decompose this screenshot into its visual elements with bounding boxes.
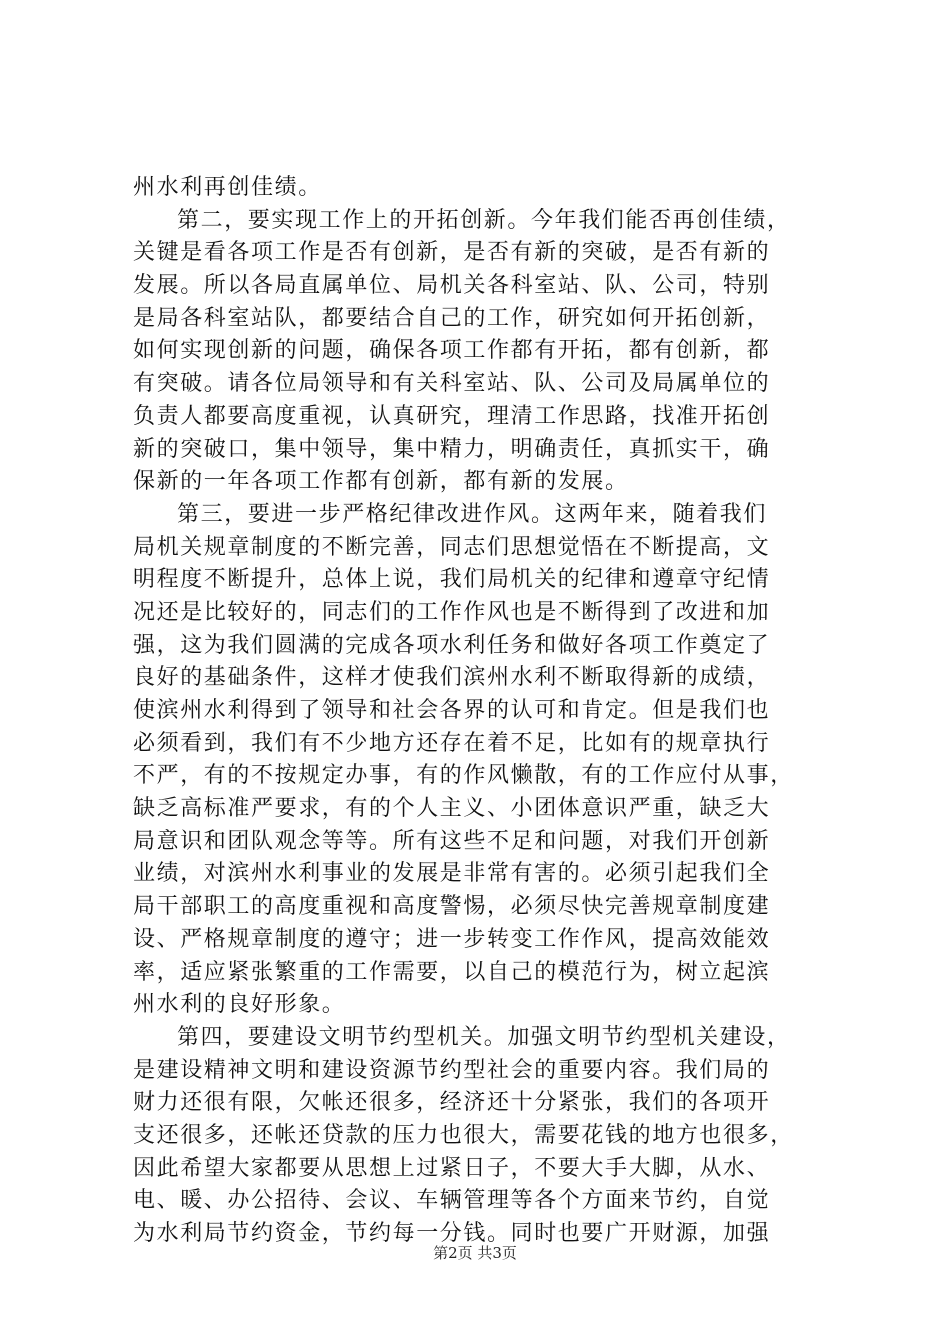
text-line: 保新的一年各项工作都有创新，都有新的发展。 (133, 469, 629, 495)
text-line: 局干部职工的高度重视和高度警惕，必须尽快完善规章制度建 (133, 894, 771, 920)
text-line: 第四，要建设文明节约型机关。加强文明节约型机关建设， (177, 1024, 791, 1050)
text-line: 必须看到，我们有不少地方还存在着不足，比如有的规章执行 (133, 730, 771, 756)
page-footer (0, 1242, 950, 1263)
text-line: 是建设精神文明和建设资源节约型社会的重要内容。我们局的 (133, 1057, 771, 1083)
text-line: 使滨州水利得到了领导和社会各界的认可和肯定。但是我们也 (133, 698, 771, 723)
text-line: 良好的基础条件，这样才使我们滨州水利不断取得新的成绩， (133, 665, 771, 691)
text-line: 为水利局节约资金，节约每一分钱。同时也要广开财源，加强 (133, 1221, 771, 1246)
text-line: 明程度不断提升，总体上说，我们局机关的纪律和遵章守纪情 (133, 567, 771, 593)
text-line: 第二，要实现工作上的开拓创新。今年我们能否再创佳绩， (177, 207, 791, 233)
text-line: 州水利的良好形象。 (133, 992, 346, 1018)
text-line: 州水利再创佳绩。 (133, 175, 322, 200)
page-number: 第2页 共3页 (433, 1244, 517, 1262)
text-line: 业绩，对滨州水利事业的发展是非常有害的。必须引起我们全 (133, 861, 771, 887)
text-line: 缺乏高标准严要求，有的个人主义、小团体意识严重，缺乏大 (133, 796, 771, 822)
text-line: 局意识和团队观念等等。所有这些不足和问题，对我们开创新 (133, 828, 771, 854)
text-line: 支还很多，还帐还贷款的压力也很大，需要花钱的地方也很多， (133, 1122, 794, 1148)
text-line: 财力还很有限，欠帐还很多，经济还十分紧张，我们的各项开 (133, 1090, 771, 1116)
text-line: 不严，有的不按规定办事，有的作风懒散，有的工作应付从事， (133, 763, 794, 789)
text-line: 新的突破口，集中领导，集中精力，明确责任，真抓实干，确 (133, 436, 771, 462)
text-line: 因此希望大家都要从思想上过紧日子，不要大手大脚，从水、 (133, 1155, 771, 1181)
document-body (133, 172, 833, 1251)
text-line: 是局各科室站队，都要结合自己的工作，研究如何开拓创新， (133, 305, 771, 331)
text-line: 有突破。请各位局领导和有关科室站、队、公司及局属单位的 (133, 371, 771, 397)
text-line: 关键是看各项工作是否有创新，是否有新的突破，是否有新的 (133, 240, 771, 266)
text-line: 负责人都要高度重视，认真研究，理清工作思路，找准开拓创 (133, 403, 771, 429)
text-line: 发展。所以各局直属单位、局机关各科室站、队、公司，特别 (133, 273, 771, 299)
text-line: 第三，要进一步严格纪律改进作风。这两年来，随着我们 (177, 501, 768, 527)
text-line: 电、暖、办公招待、会议、车辆管理等各个方面来节约，自觉 (133, 1188, 771, 1214)
text-line: 如何实现创新的问题，确保各项工作都有开拓，都有创新，都 (133, 338, 771, 364)
text-line: 局机关规章制度的不断完善，同志们思想觉悟在不断提高，文 (133, 534, 771, 560)
text-line: 强，这为我们圆满的完成各项水利任务和做好各项工作奠定了 (133, 632, 771, 658)
text-line: 率，适应紧张繁重的工作需要，以自己的模范行为，树立起滨 (133, 959, 771, 985)
text-line: 况还是比较好的，同志们的工作作风也是不断得到了改进和加 (133, 599, 771, 625)
text-line: 设、严格规章制度的遵守；进一步转变工作作风，提高效能效 (133, 926, 771, 952)
